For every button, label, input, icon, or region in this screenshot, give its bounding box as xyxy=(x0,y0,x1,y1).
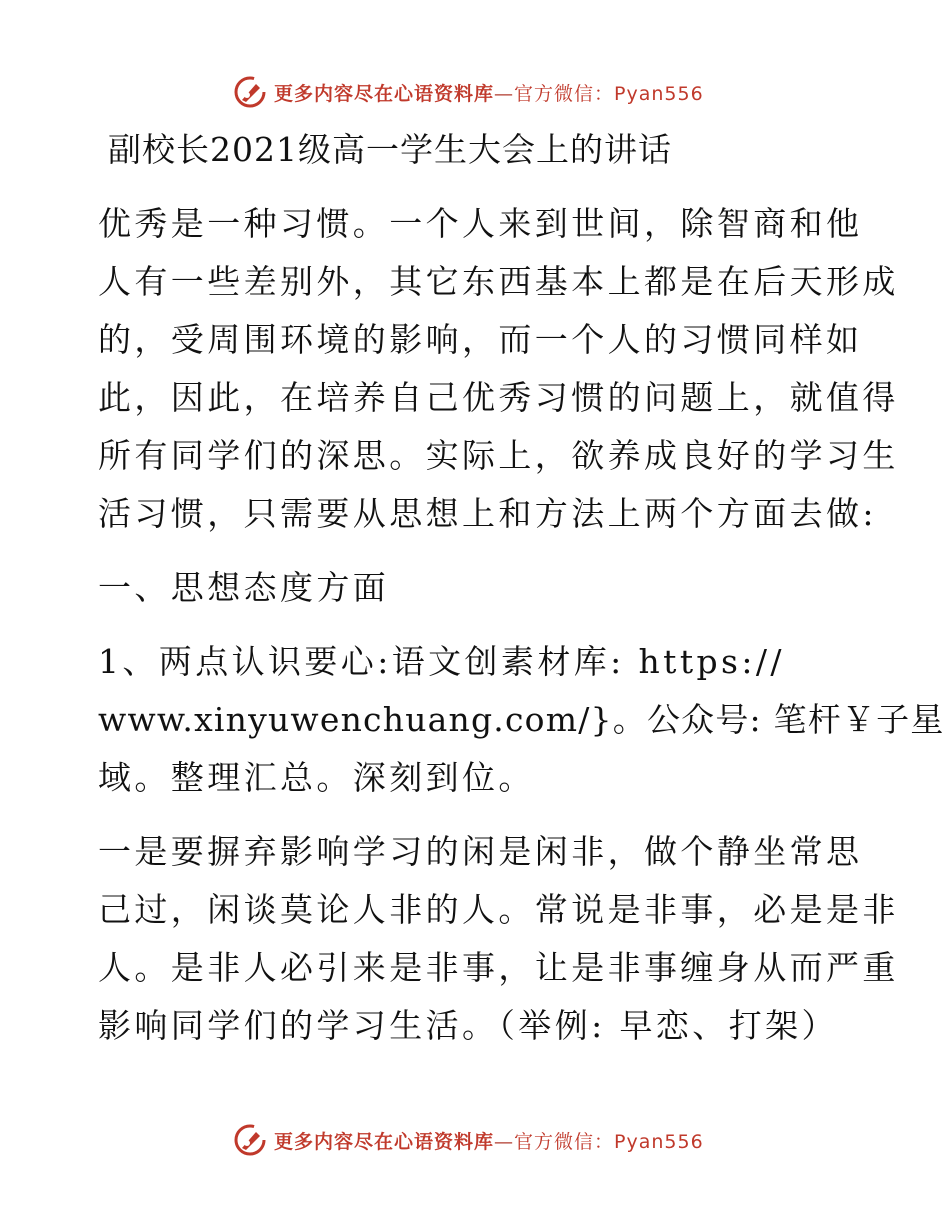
section-heading: 一、思想态度方面 xyxy=(98,568,390,607)
watermark-dash: — xyxy=(494,82,515,105)
paragraph-line: 人有一些差别外，其它东西基本上都是在后天形成 xyxy=(98,262,899,301)
watermark-banner-top xyxy=(232,72,704,112)
paragraph-line: 的，受周围环境的影响，而一个人的习惯同样如 xyxy=(98,320,863,359)
paragraph-line: 优秀是一种习惯。一个人来到世间，除智商和他 xyxy=(98,204,863,243)
paragraph-line: 己过，闲谈莫论人非的人。常说是非事，必是是非 xyxy=(98,890,899,929)
document-title: 副校长2021级高一学生大会上的讲话 xyxy=(108,130,672,169)
watermark-text xyxy=(274,79,704,106)
paragraph-line: 此，因此，在培养自己优秀习惯的问题上，就值得 xyxy=(98,378,899,417)
paragraph-line: www.xinyuwenchuang.com/}。公众号: 笔杆￥子星 xyxy=(98,700,945,739)
watermark-brand: 更多内容尽在心语资料库 xyxy=(274,1130,495,1153)
paragraph-line: 1、两点认识要心:语文创素材库: https:// xyxy=(98,642,785,681)
pen-nib-logo-icon xyxy=(232,1122,268,1158)
paragraph-line: 所有同学们的深思。实际上，欲养成良好的学习生 xyxy=(98,436,899,475)
watermark-banner-bottom xyxy=(232,1120,704,1160)
watermark-wechat: 官方微信：Pyan556 xyxy=(514,1130,704,1153)
watermark-text xyxy=(274,1127,704,1154)
pen-nib-logo-icon xyxy=(232,74,268,110)
watermark-dash: — xyxy=(494,1130,515,1153)
watermark-wechat: 官方微信：Pyan556 xyxy=(514,82,704,105)
paragraph-line: 一是要摒弃影响学习的闲是闲非，做个静坐常思 xyxy=(98,832,863,871)
paragraph-line: 影响同学们的学习生活。（举例: 早恋、打架） xyxy=(98,1006,838,1045)
watermark-brand: 更多内容尽在心语资料库 xyxy=(274,82,495,105)
paragraph-line: 人。是非人必引来是非事，让是非事缠身从而严重 xyxy=(98,948,899,987)
paragraph-line: 活习惯，只需要从思想上和方法上两个方面去做: xyxy=(98,494,877,533)
paragraph-line: 域。整理汇总。深刻到位。 xyxy=(98,758,535,797)
